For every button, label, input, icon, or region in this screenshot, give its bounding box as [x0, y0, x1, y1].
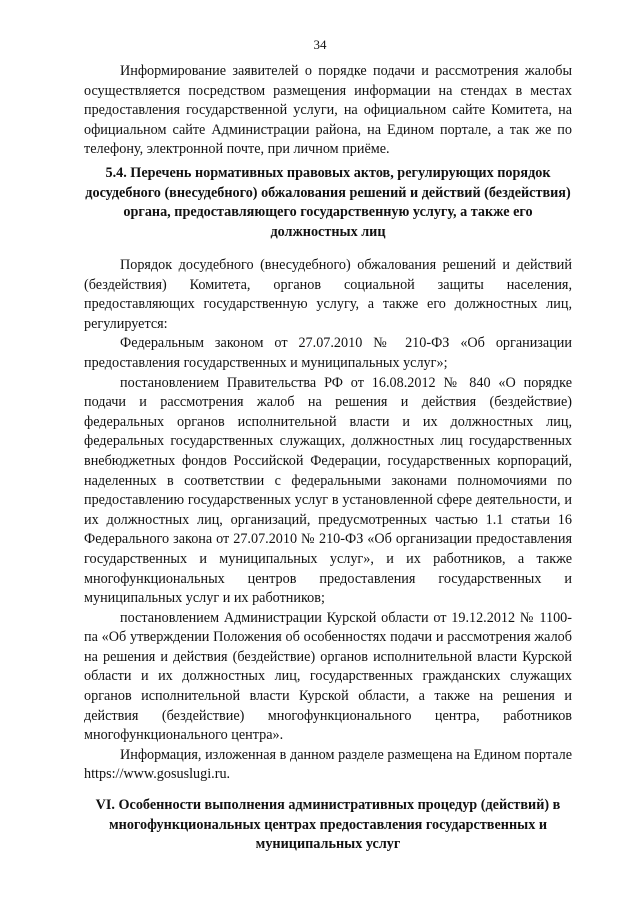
section-6-heading: VI. Особенности выполнения административных процедур (действий) в многофункциональных центрах предоставления государственных и муниципальных услуг	[95, 797, 561, 853]
paragraph-federal-law: Федеральным законом от 27.07.2010 № 210-ФЗ «Об организации предоставления государственных и муниципальных услуг»;	[84, 335, 572, 371]
paragraph-portal-info: Информация, изложенная в данном разделе размещена на Едином портале https://www.gosuslugi.ru.	[84, 746, 572, 783]
paragraph-procedure: Порядок досудебного (внесудебного) обжалования решений и действий (бездействия) Комитета, органов социальной защиты населения, предоставляющих государственную услугу, а также его должностных лиц, регулируется:	[84, 257, 572, 332]
paragraph-government-decree: постановлением Правительства РФ от 16.08.2012 № 840 «О порядке подачи и рассмотрения жалоб на решения и действия (бездействие) федеральных органов исполнительной власти и их должностных лиц, федеральных государственных служащих, должностных лиц государственных внебюджетных фондов Российской Федерации, государственных корпораций, наделенных в соответствии с федеральными законами полномочиями по предоставлению государственных услуг в установленной сфере деятельности, и их должностных лиц, организаций, предусмотренных частью 1.1 статьи 16 Федерального закона от 27.07.2010 № 210-ФЗ «Об организации предоставления государственных и муниципальных услуг», и их работников, а также многофункциональных центров предоставления государственных и муниципальных услуг и их работников;	[84, 374, 572, 607]
page-number: 34	[313, 37, 327, 52]
intro-paragraph: Информирование заявителей о порядке подачи и рассмотрения жалобы осуществляется посредством размещения информации на стендах в местах предоставления государственной услуги, на официальном сайте Комитета, на официальном сайте Администрации района, на Едином портале, а так же по телефону, электронной почте, при личном приёме.	[84, 63, 572, 158]
intro-paragraph-block	[84, 62, 572, 160]
section-5-4-heading: 5.4. Перечень нормативных правовых актов, регулирующих порядок досудебного (внесудебного) обжалования решений и действий (бездействия) органа, предоставляющего государственную услугу, а также его должностных лиц	[85, 165, 571, 240]
section-5-4-body	[84, 256, 572, 785]
paragraph-kursk-decree: постановлением Администрации Курской области от 19.12.2012 № 1100-па «Об утверждении Положения об особенностях подачи и рассмотрения жалоб на решения и действия (бездействие) органов исполнительной власти Курской области и их должностных лиц, государственных гражданских служащих органов исполнительной власти Курской области, а также на решения и действия (бездействие) многофункционального центра, работников многофункционального центра».	[84, 609, 572, 744]
